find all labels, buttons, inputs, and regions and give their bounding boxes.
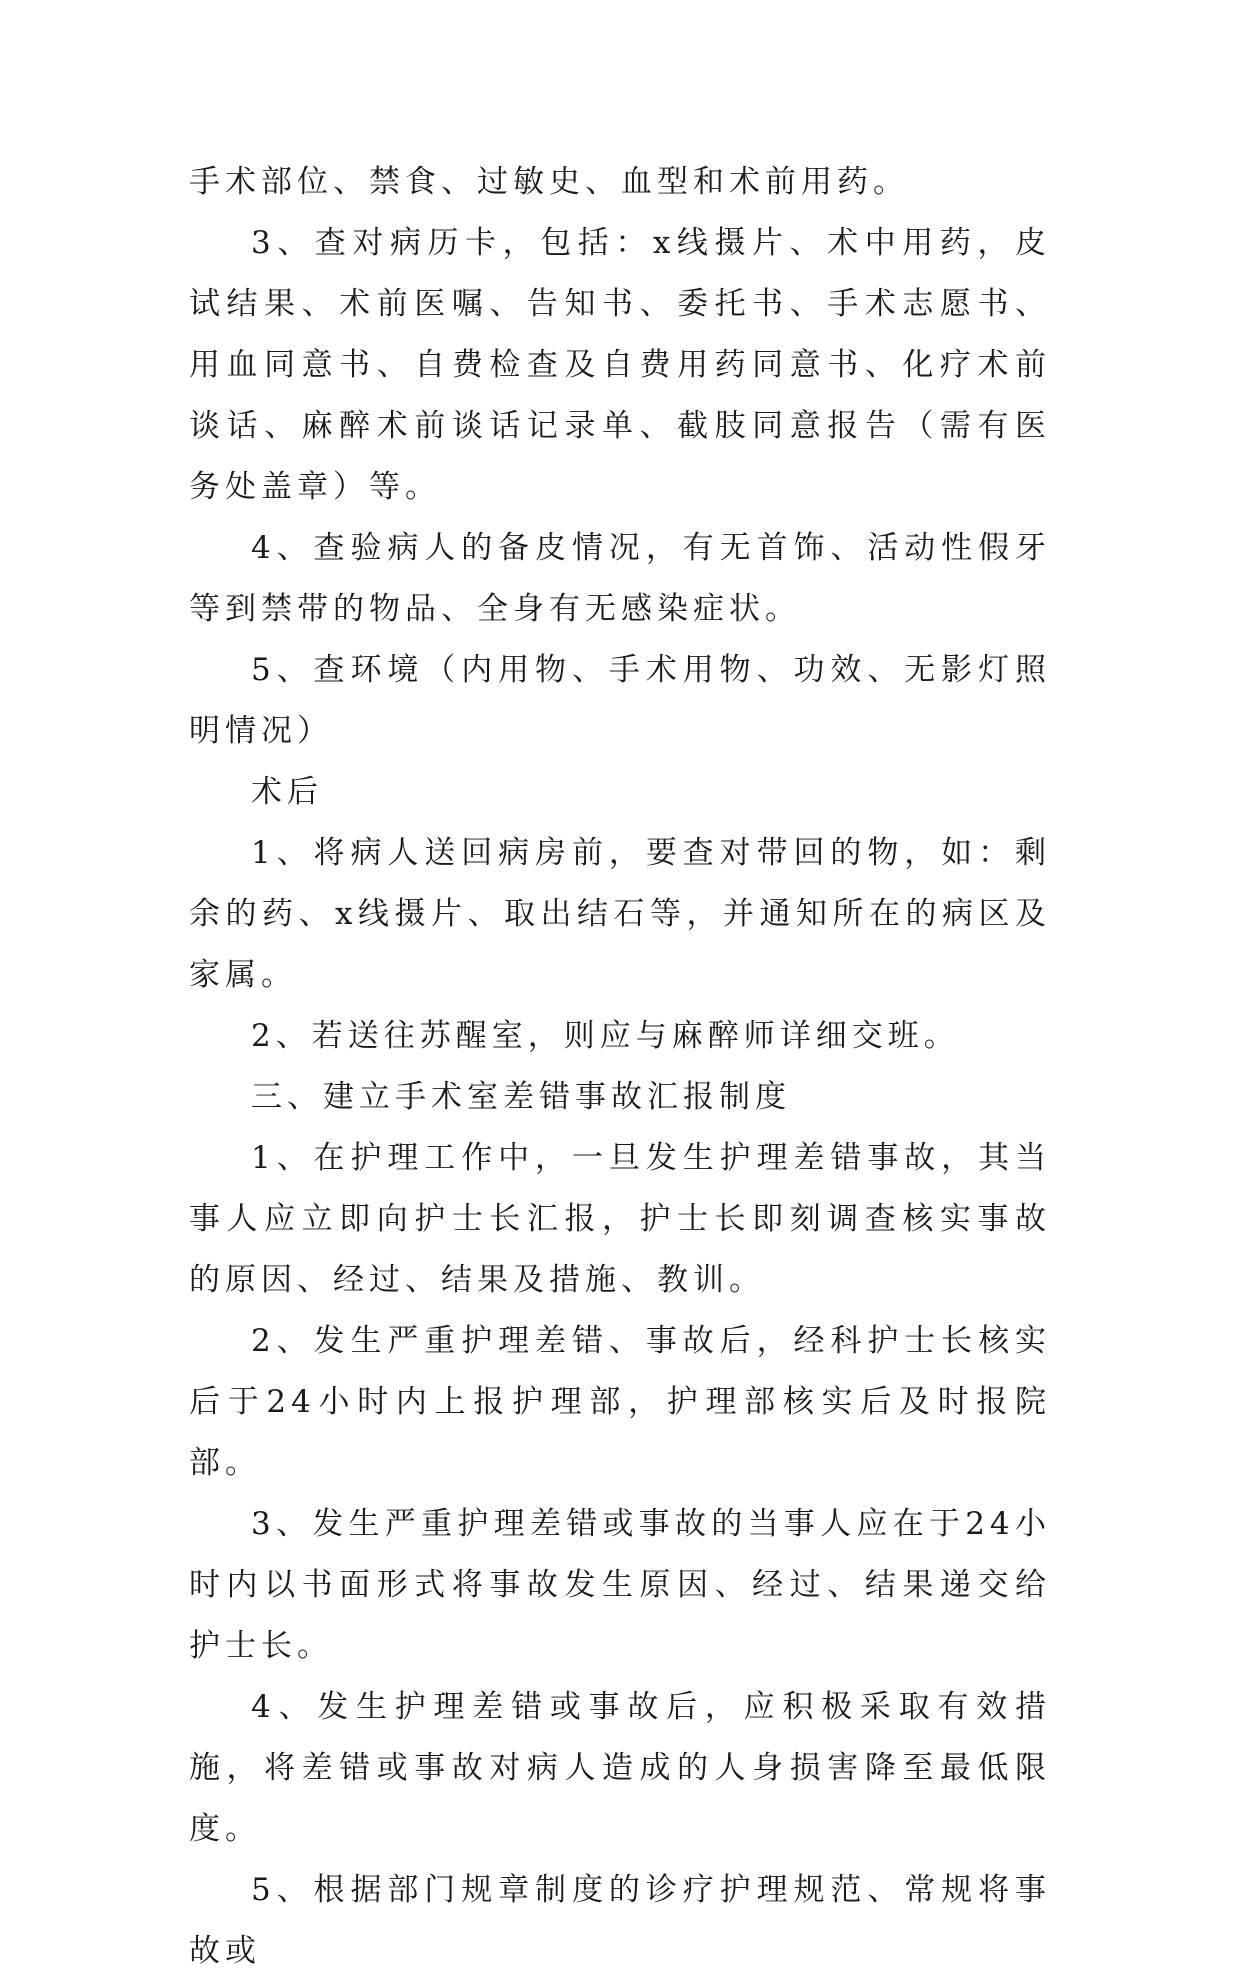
paragraph: 5、根据部门规章制度的诊疗护理规范、常规将事故或: [189, 1872, 1051, 1969]
paragraph: 3、查对病历卡，包括：x线摄片、术中用药，皮试结果、术前医嘱、告知书、委托书、手术志愿书、用血同意书、自费检查及自费用药同意书、化疗术前谈话、麻醉术前谈话记录单、截肢同意报告（需有医务处盖章）等。: [189, 225, 1051, 505]
paragraph: 手术部位、禁食、过敏史、血型和术前用药。: [189, 164, 909, 200]
paragraph: 1、将病人送回病房前，要查对带回的物，如：剩余的药、x线摄片、取出结石等，并通知所在的病区及家属。: [189, 835, 1051, 993]
paragraph: 4、发生护理差错或事故后，应积极采取有效措施，将差错或事故对病人造成的人身损害降至最低限度。: [189, 1689, 1051, 1847]
paragraph: 3、发生严重护理差错或事故的当事人应在于24小时内以书面形式将事故发生原因、经过、结果递交给护士长。: [189, 1506, 1051, 1664]
paragraph: 1、在护理工作中，一旦发生护理差错事故，其当事人应立即向护士长汇报，护士长即刻调查核实事故的原因、经过、结果及措施、教训。: [189, 1140, 1051, 1298]
section-heading-postop: 术后: [251, 774, 323, 810]
paragraph: 2、发生严重护理差错、事故后，经科护士长核实后于24小时内上报护理部，护理部核实后及时报院部。: [189, 1323, 1051, 1481]
paragraph: 2、若送往苏醒室，则应与麻醉师详细交班。: [251, 1018, 960, 1054]
paragraph: 5、查环境（内用物、手术用物、功效、无影灯照明情况）: [189, 652, 1051, 749]
document-body: [189, 152, 1051, 1982]
paragraph: 4、查验病人的备皮情况，有无首饰、活动性假牙等到禁带的物品、全身有无感染症状。: [189, 530, 1051, 627]
section-heading: 三、建立手术室差错事故汇报制度: [251, 1079, 791, 1115]
